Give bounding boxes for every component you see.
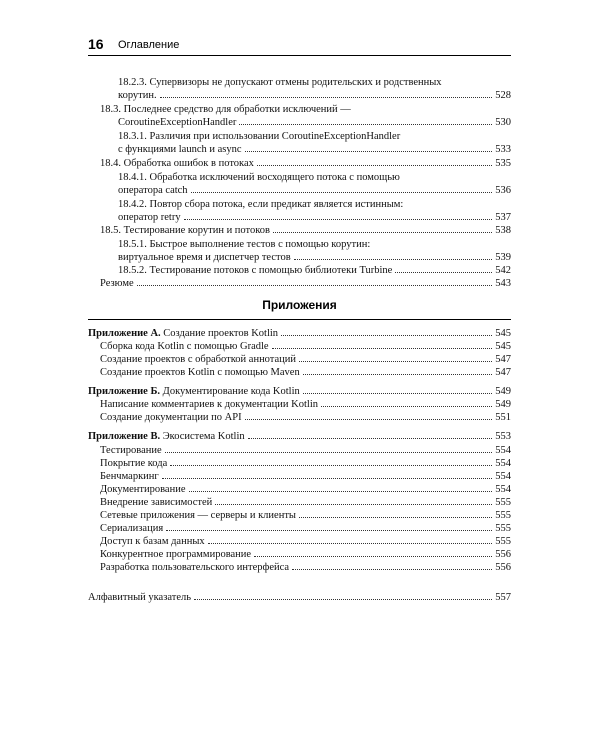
toc-page-number: 542 (495, 265, 511, 276)
leader-dots (162, 478, 493, 479)
appendix-b-title: Документирование кода Kotlin (160, 386, 300, 397)
toc-entry-text: Создание проектов Kotlin с помощью Maven (100, 367, 300, 378)
toc-entry-18-4-1: 18.4.1. Обработка исключений восходящего потока с помощью (118, 172, 400, 183)
appendix-c-item (100, 470, 511, 483)
leader-dots (257, 165, 492, 166)
toc-page-number: 554 (495, 458, 511, 469)
toc-page-number: 555 (495, 510, 511, 521)
leader-dots (184, 219, 493, 220)
toc-entry-18-5-2 (118, 264, 511, 277)
leader-dots (239, 124, 492, 125)
leader-dots (170, 465, 492, 466)
toc-entry-18-2-3-cont (118, 89, 511, 102)
toc-entry-text: Сериализация (100, 523, 164, 534)
appendix-b-prefix: Приложение Б. (88, 386, 161, 397)
appendices-heading: Приложения (262, 298, 337, 312)
toc-page-number: 555 (495, 497, 511, 508)
running-title: Оглавление (118, 39, 180, 51)
leader-dots (272, 348, 493, 349)
toc-page-number: 536 (495, 185, 511, 196)
toc-page-number: 549 (495, 399, 511, 410)
toc-entry-text: Покрытие кода (100, 458, 168, 469)
appendix-c-item (100, 444, 511, 457)
appendix-c-item (100, 535, 511, 548)
toc-page-number: 557 (495, 592, 511, 603)
toc-entry-text: 18.4. Обработка ошибок в потоках (100, 158, 254, 169)
leader-dots (281, 335, 492, 336)
toc-page-number: 555 (495, 536, 511, 547)
toc-entry-text: CoroutineExceptionHandler (118, 117, 237, 128)
toc-page-number: 556 (495, 549, 511, 560)
appendix-c-item (100, 457, 511, 470)
toc-page-number: 537 (495, 212, 511, 223)
leader-dots (160, 97, 493, 98)
toc-entry-text: Документирование (100, 484, 186, 495)
toc-entry-18-3-1: 18.3.1. Различия при использовании CoroutineExceptionHandler (118, 131, 401, 142)
toc-page-number: 539 (495, 252, 511, 263)
leader-dots (208, 543, 493, 544)
toc-entry-18-5 (100, 224, 511, 237)
leader-dots (189, 491, 493, 492)
toc-page-number: 543 (495, 278, 511, 289)
toc-page-number: 554 (495, 445, 511, 456)
toc-entry-summary (100, 277, 511, 290)
leader-dots (245, 419, 493, 420)
leader-dots (194, 599, 492, 600)
toc-entry-text: Сборка кода Kotlin с помощью Gradle (100, 341, 269, 352)
appendix-b-item (100, 398, 511, 411)
leader-dots (248, 438, 493, 439)
appendix-c-entry (88, 430, 511, 443)
appendix-c-item (100, 522, 511, 535)
toc-entry-18-3-1-cont (118, 143, 511, 156)
leader-dots (137, 285, 493, 286)
toc-entry-text: Бенчмаркинг (100, 471, 159, 482)
appendix-a-item (100, 340, 511, 353)
toc-entry-text: Резюме (100, 278, 134, 289)
appendix-c-title: Экосистема Kotlin (160, 431, 245, 442)
appendix-a-item (100, 353, 511, 366)
leader-dots (303, 393, 493, 394)
toc-entry-text: Создание проектов с обработкой аннотаций (100, 354, 297, 365)
toc-entry-18-3-cont (118, 116, 511, 129)
toc-page-number: 528 (495, 90, 511, 101)
toc-page-number: 551 (495, 412, 511, 423)
toc-entry-text: виртуальное время и диспетчер тестов (118, 252, 291, 263)
toc-entry-18-3: 18.3. Последнее средство для обработки исключений — (100, 104, 351, 115)
header-rule (88, 55, 511, 56)
toc-entry-18-4-1-cont (118, 184, 511, 197)
toc-page-number: 530 (495, 117, 511, 128)
appendix-c-item (100, 496, 511, 509)
appendix-c-item (100, 548, 511, 561)
toc-entry-text: Алфавитный указатель (88, 592, 192, 603)
index-entry (88, 591, 511, 604)
toc-page-number: 554 (495, 484, 511, 495)
toc-entry-18-5-1: 18.5.1. Быстрое выполнение тестов с помощью корутин: (118, 239, 371, 250)
appendix-a-item (100, 366, 511, 379)
leader-dots (166, 530, 492, 531)
leader-dots (294, 259, 493, 260)
leader-dots (215, 504, 492, 505)
leader-dots (299, 361, 492, 362)
toc-entry-text: оператор retry (118, 212, 181, 223)
toc-entry-text: с функциями launch и async (118, 144, 242, 155)
toc-entry-18-4-2-cont (118, 211, 511, 224)
toc-entry-text: Написание комментариев к документации Kotlin (100, 399, 318, 410)
toc-page-number: 547 (495, 354, 511, 365)
appendix-b-entry (88, 385, 511, 398)
page-header (88, 36, 511, 52)
leader-dots (273, 232, 492, 233)
leader-dots (299, 517, 492, 518)
toc-entry-text: 18.5.2. Тестирование потоков с помощью библиотеки Turbine (118, 265, 393, 276)
toc-page-number: 554 (495, 471, 511, 482)
leader-dots (292, 569, 492, 570)
toc-entry-text: Внедрение зависимостей (100, 497, 213, 508)
toc-entry-text: Тестирование (100, 445, 162, 456)
leader-dots (165, 452, 493, 453)
toc-entry-18-4-2: 18.4.2. Повтор сбора потока, если предикат является истинным: (118, 199, 404, 210)
toc-page-number: 535 (495, 158, 511, 169)
leader-dots (191, 192, 493, 193)
toc-entry-18-2-3: 18.2.3. Супервизоры не допускают отмены родительских и родственных (118, 77, 442, 88)
appendix-c-item (100, 483, 511, 496)
toc-page-number: 545 (495, 341, 511, 352)
appendix-a-entry (88, 327, 511, 340)
toc-entry-18-5-1-cont (118, 251, 511, 264)
toc-page-number: 555 (495, 523, 511, 534)
appendix-a-title: Создание проектов Kotlin (160, 328, 279, 339)
toc-entry-text: Сетевые приложения — серверы и клиенты (100, 510, 296, 521)
leader-dots (303, 374, 493, 375)
leader-dots (254, 556, 492, 557)
toc-page-number: 538 (495, 225, 511, 236)
leader-dots (395, 272, 492, 273)
leader-dots (321, 406, 492, 407)
toc-page-number: 547 (495, 367, 511, 378)
leader-dots (245, 151, 493, 152)
toc-page-number: 549 (495, 386, 511, 397)
appendix-a-prefix: Приложение А. (88, 328, 161, 339)
appendix-b-item (100, 411, 511, 424)
toc-entry-text: Создание документации по API (100, 412, 242, 423)
toc-page-number: 545 (495, 328, 511, 339)
toc-entry-text: корутин. (118, 90, 157, 101)
toc-page-number: 553 (495, 431, 511, 442)
toc-entry-text: Конкурентное программирование (100, 549, 252, 560)
page-number: 16 (88, 36, 104, 52)
toc-entry-text: 18.5. Тестирование корутин и потоков (100, 225, 271, 236)
appendix-c-item (100, 509, 511, 522)
toc-entry-18-4 (100, 157, 511, 170)
appendix-c-prefix: Приложение В. (88, 431, 161, 442)
toc-entry-text: Доступ к базам данных (100, 536, 205, 547)
toc-entry-text: оператора catch (118, 185, 188, 196)
toc-entry-text: Разработка пользовательского интерфейса (100, 562, 290, 573)
appendix-c-item (100, 561, 511, 574)
toc-page-number: 556 (495, 562, 511, 573)
appendices-rule (88, 319, 511, 320)
toc-page-number: 533 (495, 144, 511, 155)
